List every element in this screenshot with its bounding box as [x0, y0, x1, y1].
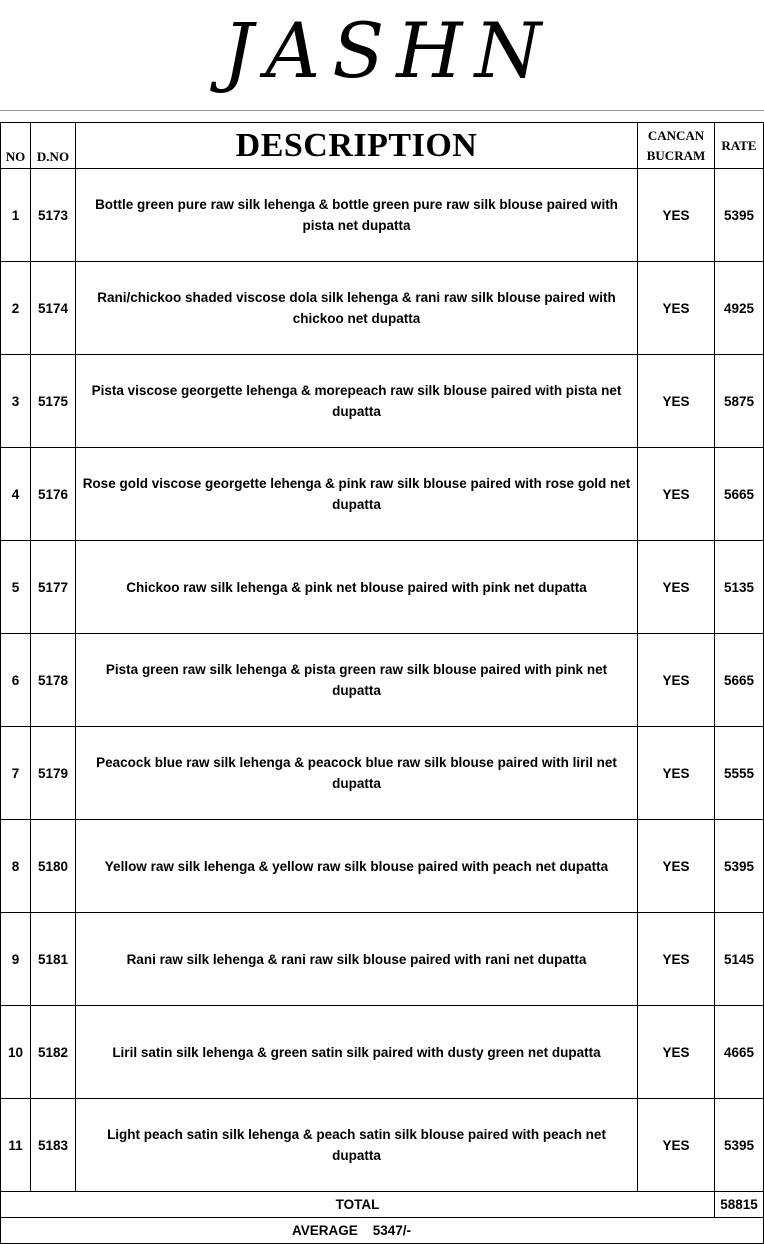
table-row: [1, 1006, 764, 1099]
header-row: [1, 123, 764, 169]
row-cancan-cell: YES: [638, 913, 715, 1006]
row-description-cell: Pista green raw silk lehenga & pista green raw silk blouse paired with pink net dupatta: [76, 634, 638, 727]
row-cancan-cell: YES: [638, 1099, 715, 1192]
row-no-cell: 7: [1, 727, 31, 820]
row-dno-cell: 5182: [31, 1006, 76, 1099]
row-rate-cell: 4925: [715, 262, 764, 355]
row-description-cell: Peacock blue raw silk lehenga & peacock blue raw silk blouse paired with liril net dupatta: [76, 727, 638, 820]
row-description-cell: Chickoo raw silk lehenga & pink net blouse paired with pink net dupatta: [76, 541, 638, 634]
table-row: [1, 262, 764, 355]
row-cancan-cell: YES: [638, 820, 715, 913]
row-dno-cell: 5183: [31, 1099, 76, 1192]
row-no-cell: 2: [1, 262, 31, 355]
row-description-cell: Light peach satin silk lehenga & peach satin silk blouse paired with peach net dupatta: [76, 1099, 638, 1192]
row-description-cell: Rani/chickoo shaded viscose dola silk lehenga & rani raw silk blouse paired with chickoo net dupatta: [76, 262, 638, 355]
row-no-cell: 4: [1, 448, 31, 541]
header-cancan-bucram: [638, 123, 715, 169]
header-description: DESCRIPTION: [76, 123, 638, 169]
row-no-cell: 11: [1, 1099, 31, 1192]
row-dno-cell: 5175: [31, 355, 76, 448]
table-row: [1, 541, 764, 634]
header-dno: D.NO: [31, 123, 76, 169]
row-no-cell: 8: [1, 820, 31, 913]
row-cancan-cell: YES: [638, 727, 715, 820]
table-row: [1, 820, 764, 913]
row-description-cell: Rose gold viscose georgette lehenga & pink raw silk blouse paired with rose gold net dupatta: [76, 448, 638, 541]
average-row: [1, 1218, 764, 1244]
table-row: [1, 913, 764, 1006]
row-no-cell: 5: [1, 541, 31, 634]
table-body: [1, 169, 764, 1192]
price-list-table: [0, 122, 764, 1244]
row-rate-cell: 5395: [715, 169, 764, 262]
row-no-cell: 1: [1, 169, 31, 262]
total-row: [1, 1192, 764, 1218]
row-dno-cell: 5174: [31, 262, 76, 355]
row-dno-cell: 5173: [31, 169, 76, 262]
row-no-cell: 3: [1, 355, 31, 448]
row-description-cell: Bottle green pure raw silk lehenga & bottle green pure raw silk blouse paired with pista net dupatta: [76, 169, 638, 262]
row-rate-cell: 5395: [715, 1099, 764, 1192]
header-rate: RATE: [715, 123, 764, 169]
title-area: [0, 0, 764, 111]
row-cancan-cell: YES: [638, 541, 715, 634]
total-value: 58815: [715, 1192, 764, 1218]
row-cancan-cell: YES: [638, 169, 715, 262]
row-rate-cell: 5875: [715, 355, 764, 448]
table-row: [1, 727, 764, 820]
row-description-cell: Pista viscose georgette lehenga & morepeach raw silk blouse paired with pista net dupatta: [76, 355, 638, 448]
table-row: [1, 634, 764, 727]
row-description-cell: Yellow raw silk lehenga & yellow raw silk blouse paired with peach net dupatta: [76, 820, 638, 913]
row-rate-cell: 5665: [715, 634, 764, 727]
row-cancan-cell: YES: [638, 448, 715, 541]
row-rate-cell: 5555: [715, 727, 764, 820]
row-description-cell: Rani raw silk lehenga & rani raw silk blouse paired with rani net dupatta: [76, 913, 638, 1006]
row-rate-cell: 5665: [715, 448, 764, 541]
row-cancan-cell: YES: [638, 1006, 715, 1099]
header-no: NO: [1, 123, 31, 169]
row-rate-cell: 4665: [715, 1006, 764, 1099]
row-no-cell: 9: [1, 913, 31, 1006]
row-cancan-cell: YES: [638, 355, 715, 448]
header-cancan-line1: CANCAN: [647, 127, 705, 143]
table-row: [1, 169, 764, 262]
row-no-cell: 6: [1, 634, 31, 727]
row-dno-cell: 5177: [31, 541, 76, 634]
row-dno-cell: 5178: [31, 634, 76, 727]
row-dno-cell: 5180: [31, 820, 76, 913]
header-cancan-line2: BUCRAM: [646, 147, 706, 163]
row-rate-cell: 5135: [715, 541, 764, 634]
table-row: [1, 1099, 764, 1192]
row-rate-cell: 5145: [715, 913, 764, 1006]
row-no-cell: 10: [1, 1006, 31, 1099]
row-cancan-cell: YES: [638, 262, 715, 355]
average-label: AVERAGE 5347/-: [1, 1218, 764, 1244]
total-label: TOTAL: [1, 1192, 715, 1218]
row-dno-cell: 5179: [31, 727, 76, 820]
row-dno-cell: 5176: [31, 448, 76, 541]
table-row: [1, 355, 764, 448]
row-dno-cell: 5181: [31, 913, 76, 1006]
row-description-cell: Liril satin silk lehenga & green satin silk paired with dusty green net dupatta: [76, 1006, 638, 1099]
row-cancan-cell: YES: [638, 634, 715, 727]
row-rate-cell: 5395: [715, 820, 764, 913]
table-row: [1, 448, 764, 541]
brand-title: JASHN: [222, 6, 554, 95]
